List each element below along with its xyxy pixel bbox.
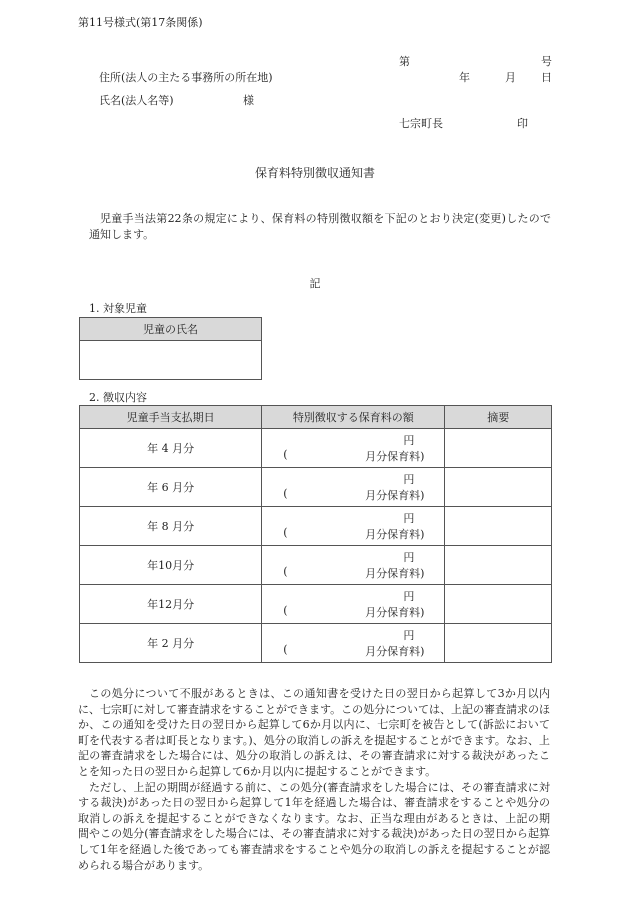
payment-period: 年 2 月分 — [80, 624, 262, 663]
payment-date-header: 児童手当支払期日 — [80, 406, 262, 429]
remarks-cell — [445, 624, 552, 663]
open-paren: ( — [283, 643, 288, 656]
child-name-header: 児童の氏名 — [80, 318, 262, 341]
remarks-header: 摘要 — [445, 406, 552, 429]
yen-label: 円 — [403, 590, 415, 603]
form-number: 第11号様式(第17条関係) — [78, 16, 203, 29]
document-number-prefix: 第 — [399, 55, 410, 68]
date-day-label: 日 — [541, 71, 552, 84]
seal-mark: 印 — [517, 117, 528, 130]
date-year-label: 年 — [459, 71, 470, 84]
open-paren: ( — [283, 604, 288, 617]
month-fee-label: 月分保育料) — [365, 528, 425, 541]
recipient-address-label: 住所(法人の主たる事務所の所在地) — [99, 71, 273, 84]
open-paren: ( — [283, 487, 288, 500]
payment-period: 年12月分 — [80, 585, 262, 624]
appeal-paragraph: この処分について不服があるときは、この通知書を受けた日の翌日から起算して3か月以内に、七宗町に対して審査請求をすることができます。この処分については、上記の審査請求のほか、この通知を受けた日の翌日から起算して6か月以内に、七宗町を被告として(訴訟において町を代表する者は町長となります。)、処分の取消しの訴えを提起することができます。なお、上記の審査請求をした場合には、処分の取消しの訴えは、その審査請求に対する裁決があったことを知った日の翌日から起算して6か月以内に提起することができます。 — [78, 687, 550, 778]
month-fee-label: 月分保育料) — [365, 606, 425, 619]
payment-period: 年 8 月分 — [80, 507, 262, 546]
yen-label: 円 — [403, 551, 415, 564]
amount-cell — [262, 546, 445, 585]
remarks-cell — [445, 468, 552, 507]
month-fee-label: 月分保育料) — [365, 567, 425, 580]
amount-cell — [262, 585, 445, 624]
child-name-table — [79, 317, 262, 380]
month-fee-label: 月分保育料) — [365, 645, 425, 658]
remarks-cell — [445, 507, 552, 546]
ki-heading: 記 — [309, 277, 321, 290]
payment-period: 年10月分 — [80, 546, 262, 585]
yen-label: 円 — [403, 473, 415, 486]
open-paren: ( — [283, 448, 288, 461]
month-fee-label: 月分保育料) — [365, 489, 425, 502]
month-fee-label: 月分保育料) — [365, 450, 425, 463]
amount-header: 特別徴収する保育料の額 — [262, 406, 445, 429]
table-row — [80, 468, 552, 507]
open-paren: ( — [283, 565, 288, 578]
open-paren: ( — [283, 526, 288, 539]
remarks-cell — [445, 429, 552, 468]
amount-cell — [262, 624, 445, 663]
yen-label: 円 — [403, 434, 415, 447]
amount-cell — [262, 468, 445, 507]
remarks-cell — [445, 585, 552, 624]
section2-heading: 2. 徴収内容 — [89, 391, 147, 404]
amount-cell — [262, 429, 445, 468]
document-number-suffix: 号 — [541, 55, 552, 68]
intro-paragraph: 児童手当法第22条の規定により、保育料の特別徴収額を下記のとおり決定(変更)したので通知します。 — [89, 212, 551, 241]
remarks-cell — [445, 546, 552, 585]
collection-table — [79, 405, 552, 663]
child-name-cell — [80, 341, 262, 380]
issuer-mayor: 七宗町長 — [399, 117, 443, 130]
document-title: 保育料特別徴収通知書 — [254, 166, 375, 180]
date-month-label: 月 — [505, 71, 516, 84]
amount-cell — [262, 507, 445, 546]
table-row — [80, 546, 552, 585]
table-row — [80, 507, 552, 546]
appeal-paragraph: ただし、上記の期間が経過する前に、この処分(審査請求をした場合には、その審査請求に対する裁決)があった日の翌日から起算して1年を経過した場合は、審査請求をすることや処分の取消しの訴えを提起することができなくなります。なお、正当な理由があるときは、上記の期間やこの処分(審査請求をした場合には、その審査請求に対する裁決)があった日の翌日から起算して1年を経過した後であっても審査請求をすることや処分の取消しの訴えを提起することが認められる場合があります。 — [78, 780, 550, 872]
table-row — [80, 624, 552, 663]
appeal-notice — [78, 686, 550, 873]
table-row — [80, 429, 552, 468]
table-row — [80, 585, 552, 624]
section1-heading: 1. 対象児童 — [89, 302, 147, 315]
yen-label: 円 — [403, 512, 415, 525]
recipient-name-label: 氏名(法人名等) — [99, 94, 174, 107]
payment-period: 年 6 月分 — [80, 468, 262, 507]
honorific: 様 — [243, 94, 254, 107]
payment-period: 年 4 月分 — [80, 429, 262, 468]
yen-label: 円 — [403, 629, 415, 642]
